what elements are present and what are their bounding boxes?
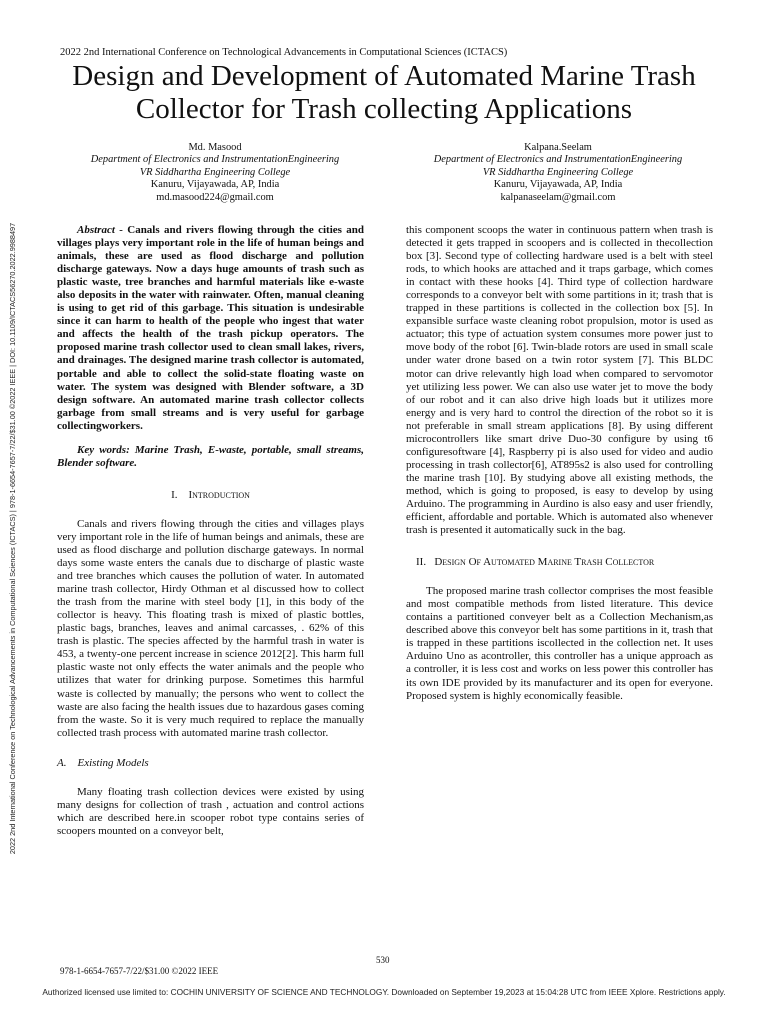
subsection-label: A. [57, 756, 67, 769]
author-block-1 [50, 142, 380, 204]
abstract-label: Abstract - [77, 224, 123, 236]
abstract [57, 224, 364, 433]
author-block-2 [393, 142, 723, 204]
section-title: Introduction [188, 488, 250, 501]
author-college: VR Siddhartha Engineering College [482, 166, 634, 178]
existing-models-continued: this component scoops the water in continuous pattern when trash is detected it gets trapped in scoopers and is collected in thecollection box [3]. Second type of collecting hardware used is a belt with steel rods, to which hooks are attached and it traps garbage, which comes in contact with these hooks [4]. Third type of collection hardware corresponds to a conveyor belt with some partitions in it; trash that is trapped in these partitions is collected in the collection box [5]. In expansible surface waste cleaning robot propulsion, motor is used as actuator; this type of actuation system consumes more power just to move body of the robot [6]. Twin-blade rotors are used in small scale under water drone based on a twin rotor system [7]. This BLDC motor can drive relevantly high load when compared to servomotor yet utilizing less power. We can also use water jet to move the body of our robot and it can also drive high loads but it utilizes more energy and is very hard to control the direction of the robot so it is not preferable in small stream applications [8]. By using different microcontrollers like smart drive Duo-30 configure by using t6 configuresoftware [4], Raspberry pi is also used for video and audio processing in trash collector[6], AT895s2 is also used for controlling the marine trash [10]. By studying above all existing methods, the method, which is going to proposed, is easy to develop by using Arduino. The programming in Aurdino is also easy and user friendly, efficient, affordable and portable. Which is automated also whenever trash is presented it automatically suck in the bag. [406, 224, 713, 537]
license-notice: Authorized licensed use limited to: COCHIN UNIVERSITY OF SCIENCE AND TECHNOLOGY. Downloaded on September 19,2023 at 15:04:28 UTC from IEEE Xplore. Restrictions apply. [42, 987, 726, 997]
section-heading-introduction [57, 489, 364, 502]
author-college: VR Siddhartha Engineering College [139, 166, 291, 178]
keywords: Key words: Marine Trash, E-waste, portable, small streams, Blender software. [57, 443, 364, 469]
isbn-footer: 978-1-6654-7657-7/22/$31.00 ©2022 IEEE [60, 966, 219, 976]
paper-title: Design and Development of Automated Marine Trash Collector for Trash collecting Applications [72, 60, 696, 125]
conference-header: 2022 2nd International Conference on Technological Advancements in Computational Sciences (ICTACS) [60, 47, 508, 58]
right-column [406, 224, 713, 703]
introduction-paragraph: Canals and rivers flowing through the cities and villages plays very important role in the life of human beings and animals, these are used as flood discharge and pollution discharge gateways. In normal days some waste enters the canals due to discharge of plastic waste and tree branches which causes the pollution of water. In automated marine trash collector, Hirdy Othman et al discussed how to collect the trash from the marine with steel body [1], in this body of the collector is heavy. This floating trash is mixed of plastic bottles, plastic bags, branches, leaves and animal carcasses, . 62% of this trash is plastic. The species affected by the harmful trash in water is 453, a twenty-one percent increase in science 2012[2]. This harm full plastic waste not only effects the water animals and the people who utilizes that water for drinking purpose. Sometimes this harmful waste is collected by manually; the persons who went to collect the waste are also facing the health issues due to hazardous gases coming from the waste. So it is very much required to replace the manually collected trash process with automated marine trash collector. [57, 517, 364, 739]
existing-models-paragraph: Many floating trash collection devices were existed by using many designs for collection of trash , actuation and control actions which are described here.in scooper robot type contains series of scoopers mounted on a conveyor belt, [57, 785, 364, 837]
left-column [57, 224, 364, 838]
author-name: Kalpana.Seelam [524, 142, 592, 153]
page-number: 530 [376, 955, 390, 965]
section-number: II. [416, 556, 427, 569]
author-name: Md. Masood [188, 142, 242, 153]
author-department: Department of Electronics and InstrumentationEngineering [433, 154, 683, 166]
section-heading-design [416, 556, 713, 569]
author-location: Kanuru, Vijayawada, AP, India [150, 179, 280, 191]
sidebar-doi [2, 132, 24, 944]
section-number: I. [171, 488, 178, 501]
section-title: Design Of Automated Marine Trash Collector [434, 556, 655, 569]
author-location: Kanuru, Vijayawada, AP, India [493, 179, 623, 191]
abstract-text: Canals and rivers flowing through the cities and villages plays very important role in the life of human beings and animals, these are used as flood discharge and pollution discharge gateways. Now a days huge amounts of trash such as plastic waste, tree branches and harmful materials like e-waste also deposits in the water with rainwater. Often, manual cleaning is using to get rid of this garbage. This situation is undesirable since it can harm to health of the people who ingest that water and affects the health of the trash pickup operators. The proposed marine trash collector used to clean small lakes, rivers, and drainages. The designed marine trash collector is automated, portable and able to collect the solid-state floating waste on water. The system was designed with Blender software, a 3D design software. An automated marine trash collector collects garbage from small streams and is very useful for garbage collectingworkers. [57, 224, 365, 432]
author-email[interactable]: md.masood224@gmail.com [156, 191, 274, 203]
design-paragraph: The proposed marine trash collector comprises the most feasible and most compatible methods from listed literature. This device contains a partitioned conveyer belt as a Collection Mechanism,as described above this conveyor belt has some partitions in it, trash that is trapped in these partitions iscollected in the collection net. It uses Arduino Uno as acontroller, this controller has a unique approach as a controller, it is less cost and works on less power this controller has its own IDE provided by its manufacturer and its open for everyone. Proposed system is highly economically feasible. [406, 585, 713, 702]
subsection-title: Existing Models [77, 756, 149, 769]
sidebar-doi-text: 2022 2nd International Conference on Technological Advancements in Computational Sciences (ICTACS) | 978-1-6654-7657-7/22/$31.00 ©2022 IEEE | DOI: 10.1109/ICTACS56270.2022.9988497 [8, 222, 18, 854]
author-department: Department of Electronics and InstrumentationEngineering [90, 154, 340, 166]
subsection-heading-existing-models [57, 757, 364, 770]
author-email[interactable]: kalpanaseelam@gmail.com [500, 191, 616, 203]
